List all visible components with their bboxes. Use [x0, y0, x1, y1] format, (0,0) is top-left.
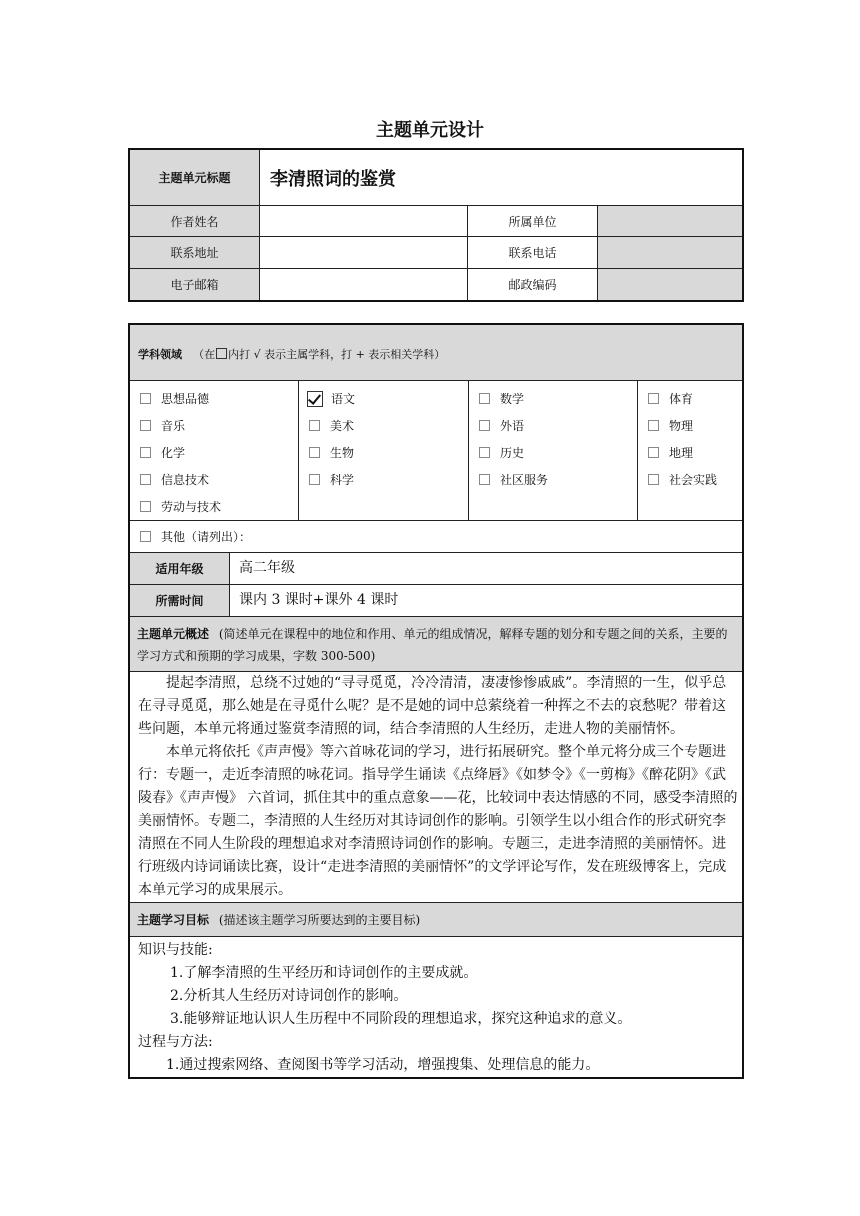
checkbox-icon[interactable]	[140, 531, 151, 542]
goals-hint: (描述该主题学习所要达到的主要目标)	[218, 913, 421, 927]
checkbox-icon[interactable]	[479, 420, 490, 431]
subject-option-other[interactable]: 其他（请列出）：	[130, 523, 742, 550]
subject-label: 学科领域	[138, 348, 182, 361]
subject-option[interactable]: 化学	[130, 439, 298, 466]
subject-hint-post: 内打 √ 表示主属学科，打 + 表示相关学科）	[228, 348, 446, 361]
subject-option[interactable]: 劳动与技术	[130, 493, 298, 520]
goal-item: 1.通过搜索网络、查阅图书等学习活动，增强搜集、处理信息的能力。	[166, 1057, 600, 1073]
checkbox-icon[interactable]	[309, 447, 320, 458]
overview-label: 主题单元概述	[137, 627, 210, 641]
topic-label: 主题单元标题	[130, 150, 260, 206]
subject-option[interactable]: 音乐	[130, 412, 298, 439]
address-label: 联系地址	[130, 237, 260, 269]
postcode-label: 邮政编码	[468, 269, 598, 301]
author-field[interactable]	[260, 206, 468, 237]
checkbox-icon[interactable]	[648, 474, 659, 485]
time-value[interactable]: 课内 3 课时+课外 4 课时	[230, 585, 743, 617]
checkbox-icon[interactable]	[309, 474, 320, 485]
email-field[interactable]	[260, 269, 468, 301]
phone-label: 联系电话	[468, 237, 598, 269]
subject-option[interactable]: 体育	[638, 385, 742, 412]
goals-header	[130, 903, 743, 937]
checkbox-icon[interactable]	[309, 420, 320, 431]
subject-option[interactable]: 社会实践	[638, 466, 742, 493]
checkmark-icon[interactable]	[307, 391, 323, 407]
goal-item: 3.能够辩证地认识人生历程中不同阶段的理想追求，探究这种追求的意义。	[170, 1011, 632, 1027]
address-field[interactable]	[260, 237, 468, 269]
goals-content[interactable]	[130, 937, 743, 1078]
time-label: 所需时间	[130, 585, 230, 617]
subject-option[interactable]: 美术	[299, 412, 468, 439]
subject-col-3	[469, 381, 638, 521]
checkbox-icon[interactable]	[140, 393, 151, 404]
author-label: 作者姓名	[130, 206, 260, 237]
subject-option[interactable]: 物理	[638, 412, 742, 439]
subject-option[interactable]: 思想品德	[130, 385, 298, 412]
info-table	[129, 149, 743, 301]
subject-col-1	[130, 381, 299, 521]
overview-content[interactable]	[130, 672, 743, 903]
checkbox-icon[interactable]	[479, 447, 490, 458]
checkbox-icon[interactable]	[479, 474, 490, 485]
checkbox-icon[interactable]	[140, 420, 151, 431]
subject-option[interactable]: 科学	[299, 466, 468, 493]
overview-header	[130, 617, 743, 672]
email-label: 电子邮箱	[130, 269, 260, 301]
subject-hint-pre: （在	[193, 348, 216, 361]
subject-option[interactable]: 信息技术	[130, 466, 298, 493]
subject-header	[130, 325, 743, 381]
topic-value[interactable]: 李清照词的鉴赏	[260, 150, 743, 206]
subject-option[interactable]: 生物	[299, 439, 468, 466]
goals-heading: 知识与技能:	[138, 942, 213, 958]
overview-hint: (简述单元在课程中的地位和作用、单元的组成情况，解释专题的划分和专题之间的关系，主要的学习方式和预期的学习成果，字数 300-500)	[137, 627, 728, 663]
subject-option[interactable]: 历史	[469, 439, 637, 466]
goals-label: 主题学习目标	[137, 913, 210, 927]
checkbox-icon[interactable]	[479, 393, 490, 404]
checkbox-icon[interactable]	[140, 474, 151, 485]
unit-label: 所属单位	[468, 206, 598, 237]
subject-option[interactable]: 外语	[469, 412, 637, 439]
subject-option[interactable]: 地理	[638, 439, 742, 466]
goals-heading: 过程与方法:	[138, 1034, 213, 1050]
checkbox-icon[interactable]	[648, 447, 659, 458]
goal-item: 1.了解李清照的生平经历和诗词创作的主要成就。	[170, 965, 478, 981]
page-title: 主题单元设计	[376, 120, 484, 141]
checkbox-icon[interactable]	[140, 447, 151, 458]
goal-item: 2.分析其人生经历对诗词创作的影响。	[170, 988, 408, 1004]
grade-label: 适用年级	[130, 553, 230, 585]
checkbox-icon[interactable]	[648, 393, 659, 404]
checkbox-icon[interactable]	[140, 501, 151, 512]
checkbox-sample-icon	[216, 348, 227, 359]
subject-option[interactable]: 数学	[469, 385, 637, 412]
overview-paragraph: 本单元将依托《声声慢》等六首咏花词的学习，进行拓展研究。整个单元将分成三个专题进行：专题一，走近李清照的咏花词。指导学生诵读《点绛唇》《如梦令》《一剪梅》《醉花阴》《武陵春》《声声慢》 六首词，抓住其中的重点意象——花，比较词中表达情感的不同，感受李清照的美丽情怀。专题二，李清照的人生经历对其诗词创作的影响。引领学生以小组合作的形式研究李清照在不同人生阶段的理想追求对李清照诗词创作的影响。专题三，走进李清照的美丽情怀。进行班级内诗词诵读比赛，设计“走进李清照的美丽情怀”的文学评论写作，发在班级博客上，完成本单元学习的成果展示。	[138, 744, 738, 898]
unit-field[interactable]	[598, 206, 743, 237]
subject-col-4	[638, 381, 743, 521]
subject-other	[130, 521, 743, 553]
subject-option-checked[interactable]: 语文	[299, 385, 468, 412]
checkbox-icon[interactable]	[648, 420, 659, 431]
design-table	[129, 324, 743, 1078]
phone-field[interactable]	[598, 237, 743, 269]
overview-paragraph: 提起李清照，总绕不过她的“寻寻觅觅，冷冷清清，凄凄惨惨戚戚”。李清照的一生，似乎总在寻寻觅觅，那么她是在寻觅什么呢？是不是她的词中总萦绕着一种挥之不去的哀愁呢？带着这些问题，本单元将通过鉴赏李清照的词，结合李清照的人生经历，走进人物的美丽情怀。	[138, 675, 727, 737]
subject-col-2	[299, 381, 469, 521]
subject-option[interactable]: 社区服务	[469, 466, 637, 493]
postcode-field[interactable]	[598, 269, 743, 301]
grade-value[interactable]: 高二年级	[230, 553, 743, 585]
